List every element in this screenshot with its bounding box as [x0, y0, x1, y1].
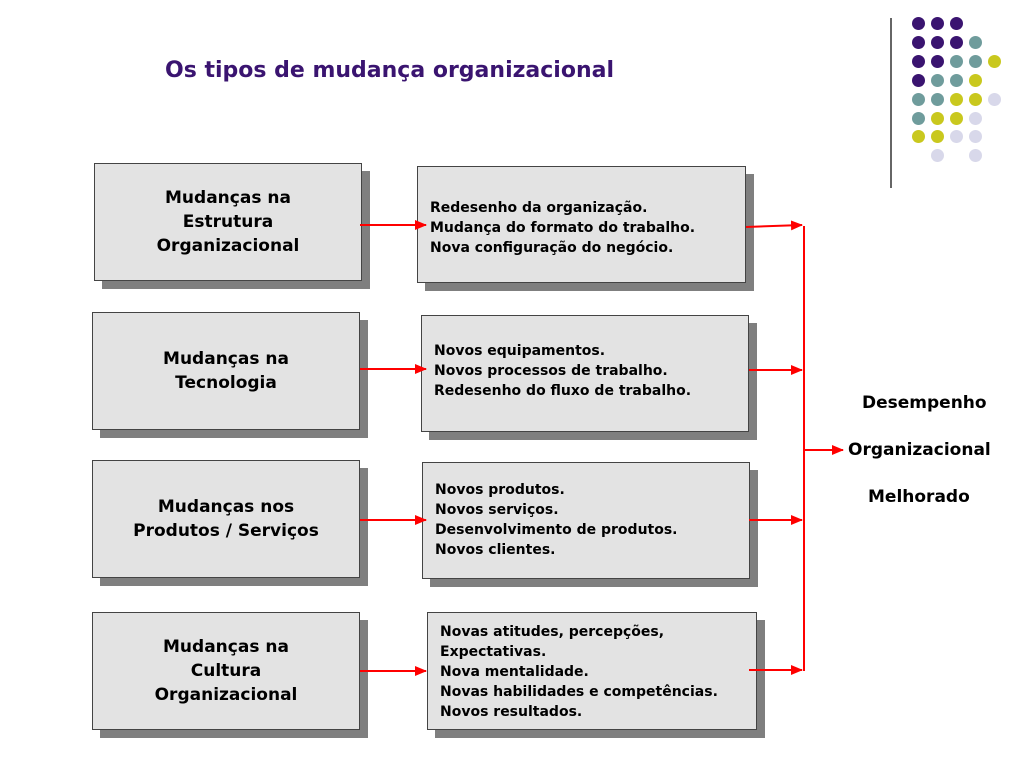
category-label-line: Mudanças na — [163, 637, 289, 657]
category-label-line: Organizacional — [156, 236, 300, 256]
category-label-line: Tecnologia — [175, 373, 277, 393]
category-label-line: Cultura — [190, 661, 262, 681]
change-item: Novos processos de trabalho. — [434, 363, 668, 379]
change-item: Redesenho da organização. — [430, 200, 648, 216]
change-item: Novos clientes. — [435, 542, 556, 558]
result-line-1: Desempenho — [862, 393, 987, 413]
category-label-line: Organizacional — [154, 685, 298, 705]
change-item: Novos produtos. — [435, 482, 565, 498]
result-line-2: Organizacional — [848, 440, 991, 460]
change-item: Desenvolvimento de produtos. — [435, 522, 678, 538]
change-item: Redesenho do fluxo de trabalho. — [434, 383, 692, 399]
category-label-line: Estrutura — [182, 212, 274, 232]
change-item: Mudança do formato do trabalho. — [430, 220, 696, 236]
change-item: Novas atitudes, percepções, — [440, 624, 665, 640]
result-line-3: Melhorado — [868, 487, 970, 507]
category-label-line: Mudanças na — [163, 349, 289, 369]
arrow-changes-to-bus-1 — [746, 225, 802, 227]
change-item: Expectativas. — [440, 644, 547, 660]
change-item: Nova mentalidade. — [440, 664, 589, 680]
change-item: Novas habilidades e competências. — [440, 684, 718, 700]
category-label-line: Mudanças na — [165, 188, 291, 208]
change-item: Novos serviços. — [435, 502, 559, 518]
page-title: Os tipos de mudança organizacional — [165, 58, 615, 83]
change-item: Novos equipamentos. — [434, 343, 606, 359]
category-label-line: Produtos / Serviços — [133, 521, 319, 541]
change-item: Nova configuração do negócio. — [430, 240, 674, 256]
change-item: Novos resultados. — [440, 704, 583, 720]
category-label-line: Mudanças nos — [157, 497, 295, 517]
